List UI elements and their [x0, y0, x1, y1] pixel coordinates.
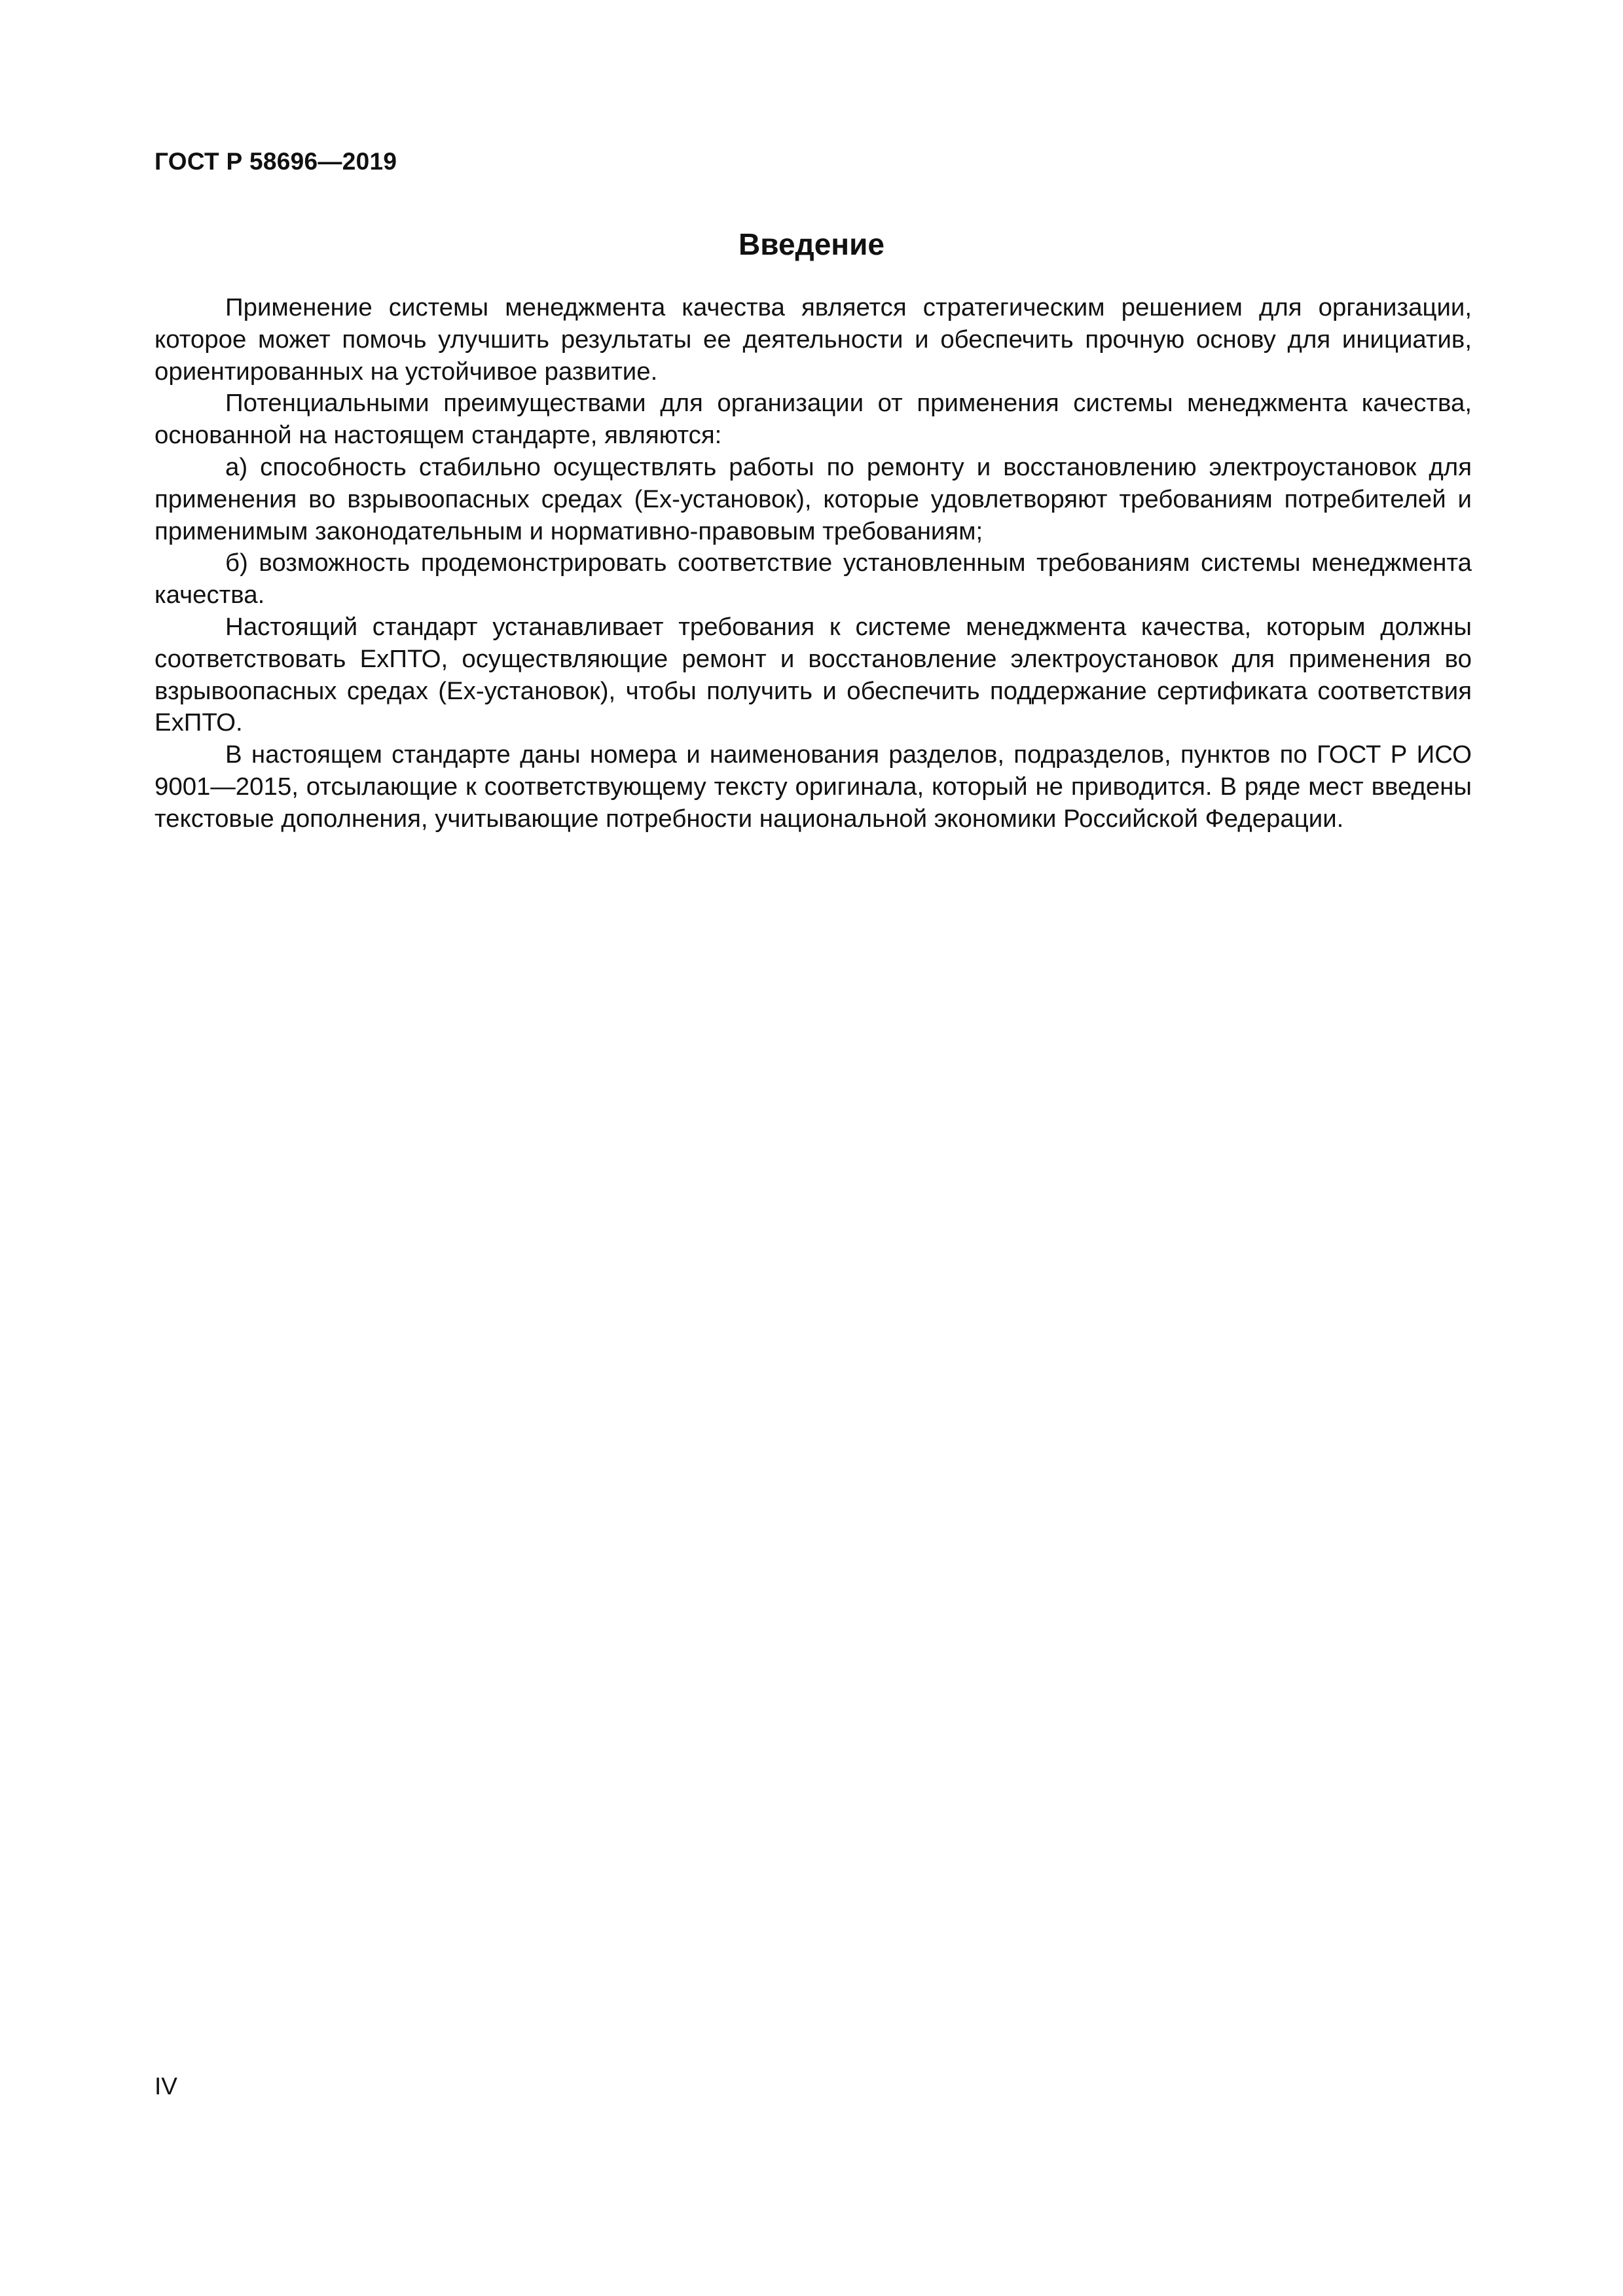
paragraph-intro: Применение системы менеджмента качества является стратегическим решением для организации, которое может помочь улучшить результаты ее деятельности и обеспечить прочную основу для инициатив, ориентированных на устойчивое развитие.: [155, 293, 1472, 386]
page-number: IV: [155, 2073, 177, 2100]
list-item-a: а) способность стабильно осуществлять работы по ремонту и восстановлению электроустановок для применения во взрывоопасных средах (Ex-установок), которые удовлетворяют требованиям потребителей и применимым законодательным и нормативно-правовым требованиям;: [155, 452, 1472, 545]
document-header: ГОСТ Р 58696—2019: [155, 148, 397, 175]
section-title: Введение: [739, 227, 884, 261]
paragraph-references: В настоящем стандарте даны номера и наименования разделов, подразделов, пунктов по ГОСТ Р ИСО 9001—2015, отсылающие к соответствующему тексту оригинала, который не приводится. В ряде мест введены текстовые дополнения, учитывающие потребности национальной экономики Российской Федерации.: [155, 740, 1472, 833]
list-item-b: б) возможность продемонстрировать соответствие установленным требованиям системы менеджмента качества.: [155, 549, 1472, 610]
document-body: [155, 292, 1472, 835]
paragraph-benefits: Потенциальными преимуществами для организации от применения системы менеджмента качества, основанной на настоящем стандарте, являются:: [155, 389, 1472, 450]
paragraph-scope: Настоящий стандарт устанавливает требования к системе менеджмента качества, которым должны соответствовать ExПТО, осуществляющие ремонт и восстановление электроустановок для применения во взрывоопасных средах (Ex-установок), чтобы получить и обеспечить поддержание сертификата соответствия ExПТО.: [155, 612, 1472, 737]
